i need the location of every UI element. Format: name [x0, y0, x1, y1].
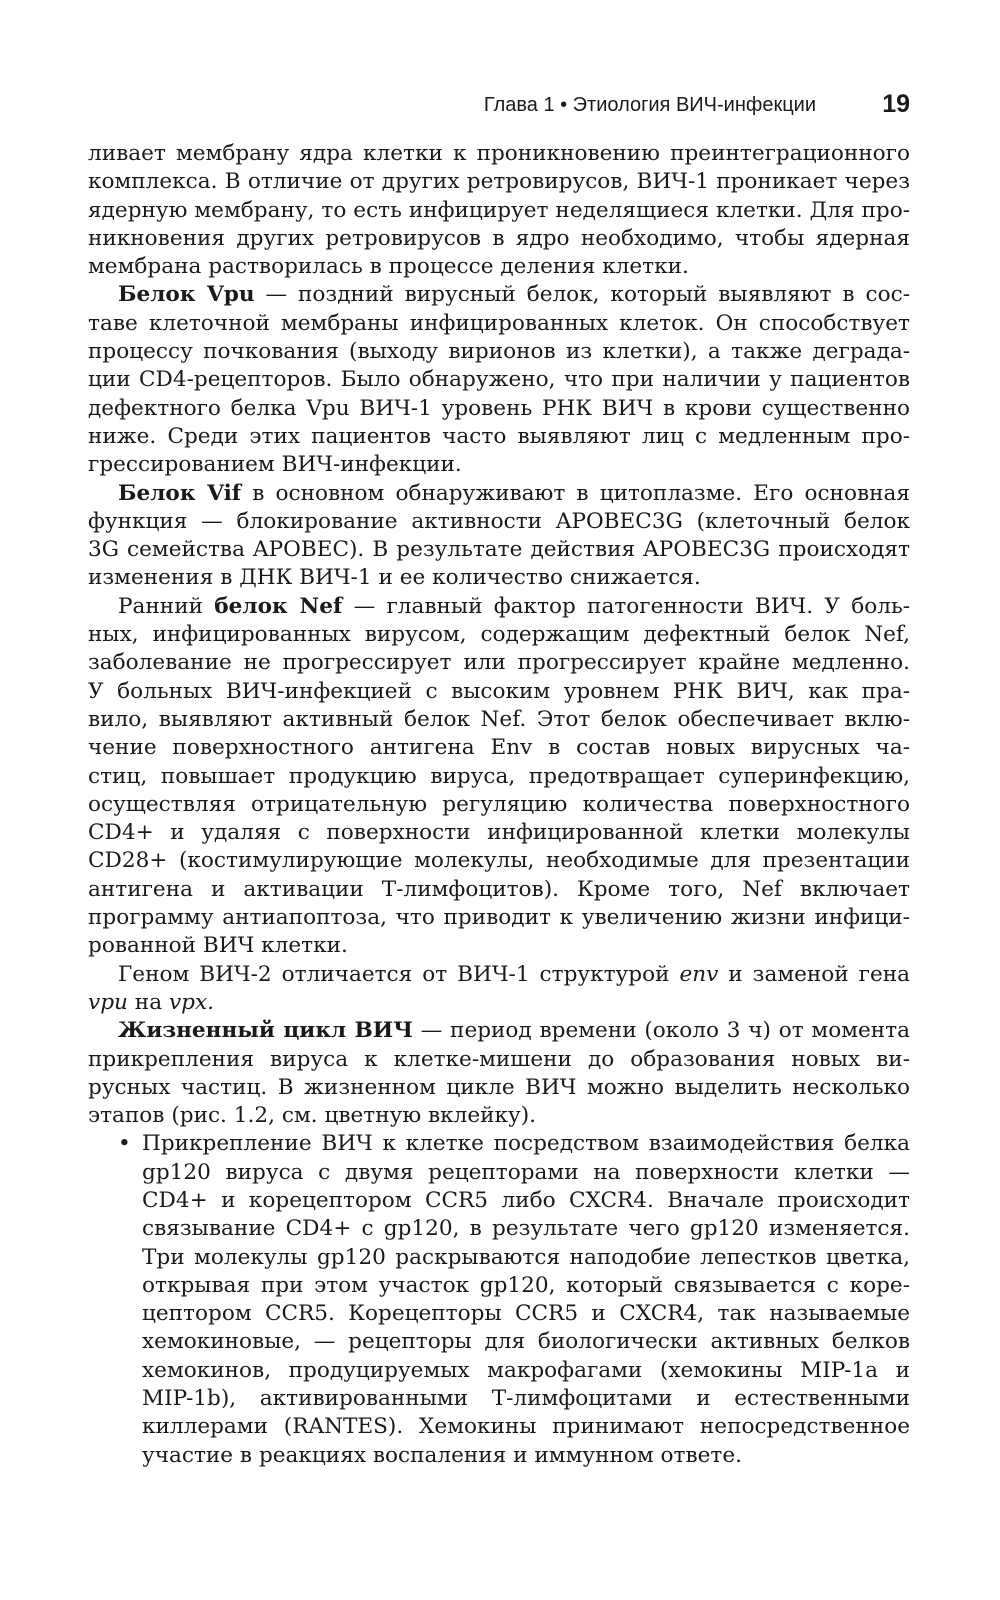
text-line: участие в реакциях воспаления и иммунном ответе.	[142, 1442, 743, 1468]
term-vif: Белок Vif	[118, 480, 242, 506]
text-line: комплекса. В отличие от других ретровирусов, ВИЧ-1 проникает через	[88, 169, 910, 195]
page-body	[88, 140, 910, 1520]
paragraph-hiv2	[88, 961, 910, 1018]
term-nef: белок Nef	[214, 593, 343, 619]
text-line: рованной ВИЧ клетки.	[88, 933, 348, 959]
text-line: хемокинов, продуцируемых макрофагами (хемокины MIP-1a и	[142, 1357, 910, 1383]
gene-env: env	[679, 961, 719, 987]
text-run: и заменой гена	[718, 961, 911, 987]
text-line: киллерами (RANTES). Хемокины принимают непосредственное	[142, 1414, 910, 1440]
page-header	[88, 88, 910, 128]
text-line: русных частиц. В жизненном цикле ВИЧ можно выделить несколько	[88, 1074, 910, 1100]
text-line: антигена и активации Т-лимфоцитов). Кроме того, Nef включает	[88, 876, 910, 902]
text-line: чение поверхностного антигена Env в состав новых вирусных ча-	[88, 735, 910, 761]
text-run: Прикрепление ВИЧ к клетке посредством взаимодействия белка	[142, 1131, 910, 1157]
text-line: никновения других ретровирусов в ядро необходимо, чтобы ядерная	[88, 225, 910, 251]
term-vpu: Белок Vpu	[118, 282, 255, 308]
text-line: ных, инфицированных вирусом, содержащим дефектный белок Nef,	[88, 622, 910, 648]
text-line: заболевание не прогрессирует или прогрессирует крайне медленно.	[88, 650, 910, 676]
text-line: MIP-1b), активированными Т-лимфоцитами и естественными	[142, 1386, 910, 1412]
text-line: процессу почкования (выходу вирионов из клетки), а также деграда-	[88, 339, 910, 365]
text-line: изменения в ДНК ВИЧ-1 и ее количество снижается.	[88, 565, 701, 591]
page-number: 19	[882, 90, 910, 118]
text-line: Три молекулы gp120 раскрываются наподобие лепестков цветка,	[142, 1244, 910, 1270]
paragraph-nef	[88, 593, 910, 961]
bullet-item	[88, 1130, 910, 1470]
text-line: функция — блокирование активности APOBEC3G (клеточный белок	[88, 508, 910, 534]
text-line	[88, 281, 910, 309]
text-line: ции CD4-рецепторов. Было обнаружено, что при наличии у пациентов	[88, 367, 910, 393]
text-line	[88, 1017, 910, 1045]
paragraph-continuation	[88, 140, 910, 281]
text-run: в основном обнаруживают в цитоплазме. Его основная	[241, 480, 910, 506]
text-line: этапов (рис. 1.2, см. цветную вклейку).	[88, 1103, 537, 1129]
text-run: — поздний вирусный белок, который выявляют в сос-	[254, 282, 910, 308]
text-line: прикрепления вируса к клетке-мишени до образования новых ви-	[88, 1046, 910, 1072]
text-line: дефектного белка Vpu ВИЧ-1 уровень РНК ВИЧ в крови существенно	[88, 395, 910, 421]
text-line: осуществляя отрицательную регуляцию количества поверхностного	[88, 791, 910, 817]
text-line: мембрана растворилась в процессе деления клетки.	[88, 254, 689, 280]
text-line: ливает мембрану ядра клетки к проникновению преинтеграционного	[88, 141, 910, 166]
text-line: 3G семейства APOBEC). В результате действия APOBEC3G происходят	[88, 537, 910, 563]
text-line: CD4+ и корецептором CCR5 либо CXCR4. Вначале происходит	[142, 1187, 910, 1213]
text-run: Ранний	[118, 593, 215, 619]
text-line: gp120 вируса с двумя рецепторами на поверхности клетки —	[142, 1159, 910, 1185]
paragraph-vif	[88, 480, 910, 593]
text-line: CD28+ (костимулирующие молекулы, необходимые для презентации	[88, 848, 910, 874]
text-line	[88, 961, 910, 989]
text-line: У больных ВИЧ-инфекцией с высоким уровнем РНК ВИЧ, как пра-	[88, 678, 910, 704]
paragraph-vpu	[88, 281, 910, 479]
text-line: хемокиновые, — рецепторы для биологически активных белков	[142, 1329, 910, 1355]
text-line	[88, 989, 910, 1017]
gene-vpu: vpu	[88, 989, 128, 1015]
text-line: стиц, повышает продукцию вируса, предотвращает суперинфекцию,	[88, 763, 910, 789]
text-line: таве клеточной мембраны инфицированных клеток. Он способствует	[88, 310, 910, 336]
text-line: открывая при этом участок gp120, который связывается с коре-	[142, 1272, 910, 1298]
paragraph-life-cycle	[88, 1017, 910, 1130]
text-line: CD4+ и удаляя с поверхности инфицированной клетки молекулы	[88, 820, 910, 846]
text-run: — главный фактор патогенности ВИЧ. У боль-	[342, 593, 911, 619]
text-line: вило, выявляют активный белок Nef. Этот белок обеспечивает вклю-	[88, 706, 910, 732]
text-line: цептором CCR5. Корецепторы CCR5 и CXCR4, так называемые	[142, 1301, 910, 1327]
text-line: связывание CD4+ с gp120, в результате чего gp120 изменяется.	[142, 1216, 910, 1242]
text-line	[88, 593, 910, 621]
text-run: на	[127, 989, 169, 1015]
text-line	[88, 1130, 910, 1158]
text-line: грессированием ВИЧ-инфекции.	[88, 452, 462, 478]
text-run: Геном ВИЧ-2 отличается от ВИЧ-1 структурой	[118, 961, 680, 987]
text-line: ниже. Среди этих пациентов часто выявляют лиц с медленным про-	[88, 423, 910, 449]
gene-vpx: vpx.	[168, 989, 215, 1015]
text-line	[88, 480, 910, 508]
running-head: Глава 1 • Этиология ВИЧ-инфекции	[483, 94, 816, 116]
text-line: программу антиапоптоза, что приводит к увеличению жизни инфици-	[88, 905, 910, 931]
term-life-cycle: Жизненный цикл ВИЧ	[118, 1018, 413, 1044]
text-line: ядерную мембрану, то есть инфицирует неделящиеся клетки. Для про-	[88, 197, 910, 223]
text-run: — период времени (около 3 ч) от момента	[412, 1018, 911, 1044]
bullet-icon: •	[118, 1131, 131, 1157]
